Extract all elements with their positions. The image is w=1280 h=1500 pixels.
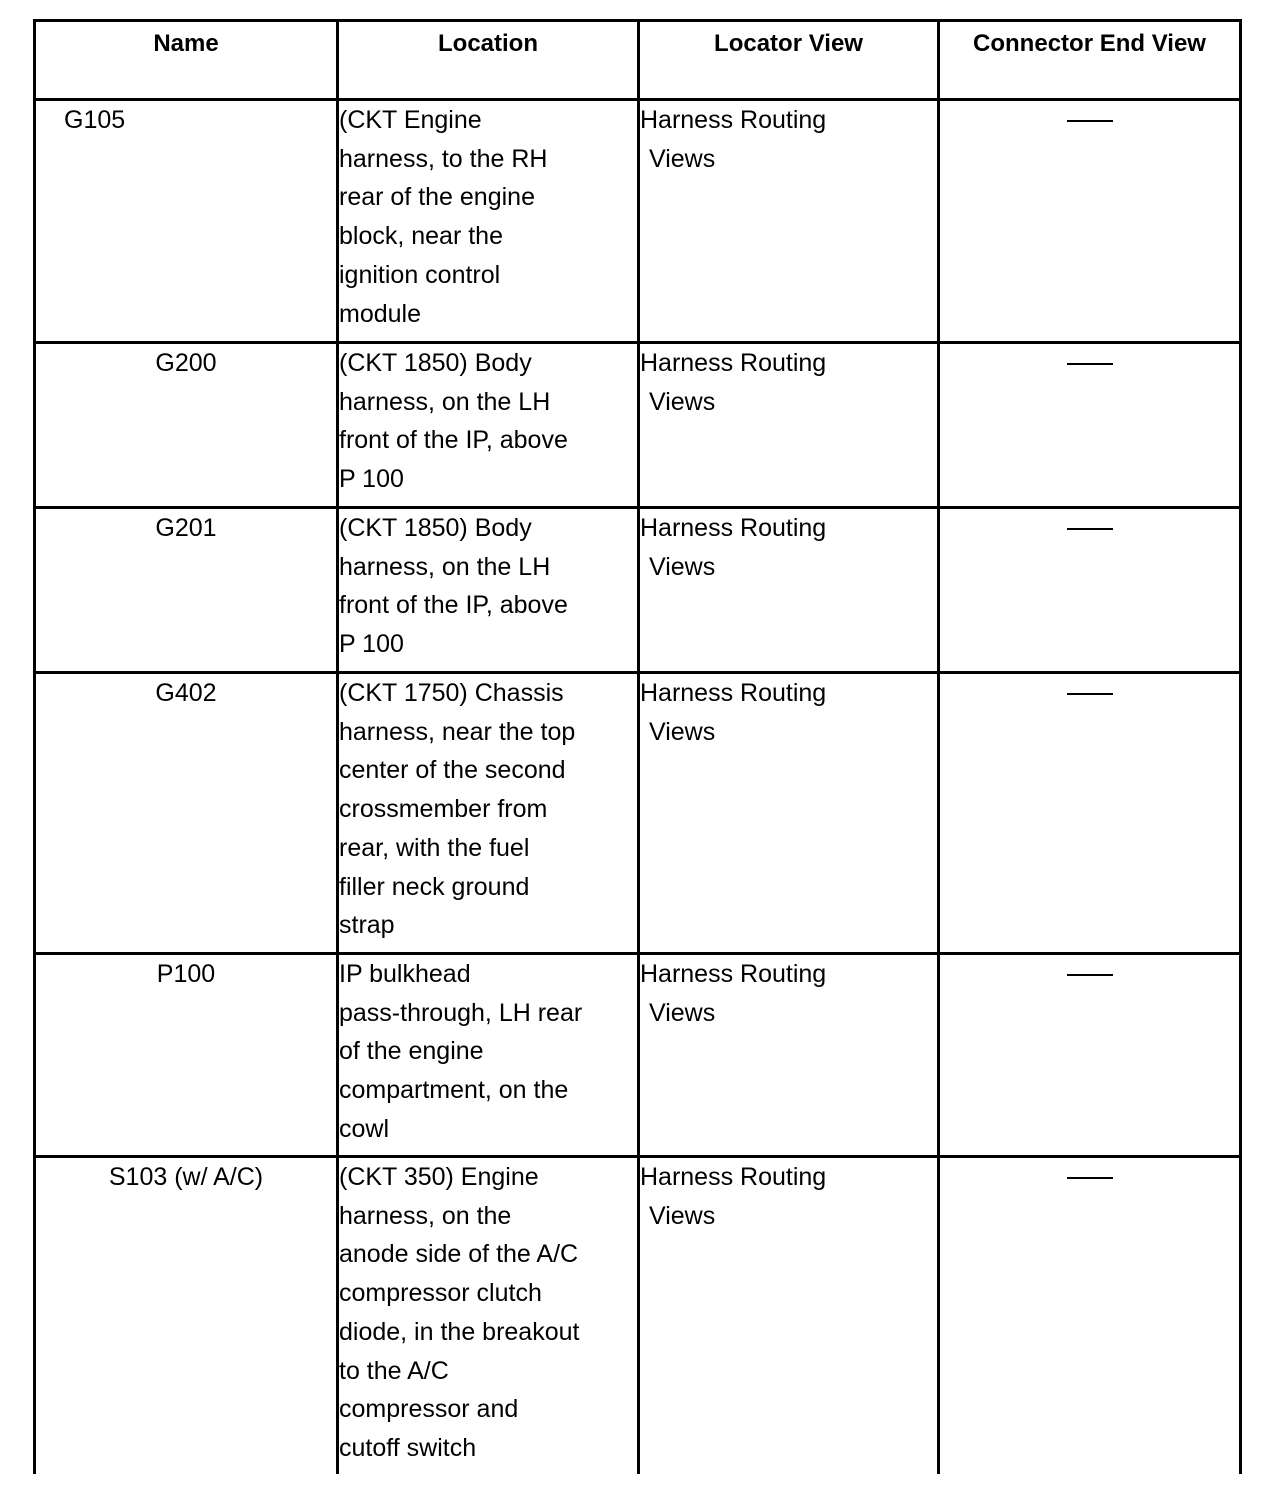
dash-placeholder xyxy=(1067,528,1113,530)
location-line: filler neck ground xyxy=(339,872,530,901)
location-line: (CKT 1850) Body xyxy=(339,349,532,377)
location-line: diode, in the breakout xyxy=(339,1317,580,1346)
location-line: module xyxy=(339,299,421,328)
dash-placeholder xyxy=(1067,693,1113,695)
location-line: pass-through, LH rear xyxy=(339,998,583,1027)
table-header-row xyxy=(35,21,1241,100)
locator-view-link[interactable]: Harness Routing xyxy=(640,1163,827,1191)
location-line: (CKT 350) Engine xyxy=(339,1163,539,1191)
table-row xyxy=(35,343,1241,508)
location-line: IP bulkhead xyxy=(339,960,471,988)
dash-placeholder xyxy=(1067,363,1113,365)
cell-location xyxy=(338,954,639,1157)
locator-view-link[interactable]: Views xyxy=(649,998,716,1027)
table-row xyxy=(35,1157,1241,1475)
locator-view-link[interactable]: Harness Routing xyxy=(640,679,827,707)
connector-table xyxy=(33,19,1242,1474)
location-line: harness, on the xyxy=(339,1201,512,1230)
header-connector-end-view: Connector End View xyxy=(939,21,1241,100)
location-line: cutoff switch xyxy=(339,1433,477,1462)
cell-name: S103 (w/ A/C) xyxy=(35,1157,338,1475)
location-line: to the A/C xyxy=(339,1356,449,1385)
location-line: anode side of the A/C xyxy=(339,1240,579,1269)
location-line: harness, to the RH xyxy=(339,144,548,173)
location-line: of the engine xyxy=(339,1037,484,1066)
cell-connector-end-view xyxy=(939,508,1241,673)
location-line: compartment, on the xyxy=(339,1076,569,1105)
locator-view-link[interactable]: Views xyxy=(649,552,716,581)
location-line: rear, with the fuel xyxy=(339,833,530,862)
cell-locator-view xyxy=(639,508,939,673)
header-location: Location xyxy=(338,21,639,100)
locator-view-link[interactable]: Views xyxy=(649,1201,716,1230)
locator-view-link[interactable]: Views xyxy=(649,717,716,746)
location-line: rear of the engine xyxy=(339,183,535,212)
location-line: center of the second xyxy=(339,756,566,785)
table-row xyxy=(35,673,1241,954)
location-line: cowl xyxy=(339,1114,390,1143)
location-line: harness, on the LH xyxy=(339,552,551,581)
location-line: harness, near the top xyxy=(339,717,576,746)
cell-connector-end-view xyxy=(939,100,1241,343)
cell-connector-end-view xyxy=(939,954,1241,1157)
location-line: block, near the xyxy=(339,222,503,251)
locator-view-link[interactable]: Harness Routing xyxy=(640,106,827,134)
cell-location xyxy=(338,100,639,343)
cell-locator-view xyxy=(639,100,939,343)
cell-location xyxy=(338,1157,639,1475)
location-line: P 100 xyxy=(339,630,404,659)
locator-view-link[interactable]: Views xyxy=(649,387,716,416)
dash-placeholder xyxy=(1067,120,1113,122)
cell-name: G105 xyxy=(35,100,338,343)
cell-name: G200 xyxy=(35,343,338,508)
location-line: (CKT Engine xyxy=(339,106,482,134)
location-line: harness, on the LH xyxy=(339,387,551,416)
location-line: (CKT 1850) Body xyxy=(339,514,532,542)
location-line: compressor clutch xyxy=(339,1279,542,1308)
cell-name: P100 xyxy=(35,954,338,1157)
location-line: compressor and xyxy=(339,1395,519,1424)
location-line: ignition control xyxy=(339,260,501,289)
cell-location xyxy=(338,343,639,508)
location-line: (CKT 1750) Chassis xyxy=(339,679,564,707)
cell-connector-end-view xyxy=(939,673,1241,954)
locator-view-link[interactable]: Views xyxy=(649,144,716,173)
dash-placeholder xyxy=(1067,974,1113,976)
location-line: front of the IP, above xyxy=(339,591,568,620)
cell-location xyxy=(338,508,639,673)
cell-name: G402 xyxy=(35,673,338,954)
location-line: strap xyxy=(339,911,395,940)
location-line: front of the IP, above xyxy=(339,426,568,455)
cell-locator-view xyxy=(639,954,939,1157)
cell-locator-view xyxy=(639,1157,939,1475)
locator-view-link[interactable]: Harness Routing xyxy=(640,349,827,377)
header-locator-view: Locator View xyxy=(639,21,939,100)
cell-connector-end-view xyxy=(939,343,1241,508)
cell-name: G201 xyxy=(35,508,338,673)
location-line: P 100 xyxy=(339,465,404,494)
locator-view-link[interactable]: Harness Routing xyxy=(640,514,827,542)
table-row xyxy=(35,954,1241,1157)
location-line: crossmember from xyxy=(339,795,548,824)
locator-view-link[interactable]: Harness Routing xyxy=(640,960,827,988)
header-name: Name xyxy=(35,21,338,100)
cell-locator-view xyxy=(639,673,939,954)
cell-connector-end-view xyxy=(939,1157,1241,1475)
table-row xyxy=(35,100,1241,343)
cell-locator-view xyxy=(639,343,939,508)
table-row xyxy=(35,508,1241,673)
dash-placeholder xyxy=(1067,1177,1113,1179)
cell-location xyxy=(338,673,639,954)
